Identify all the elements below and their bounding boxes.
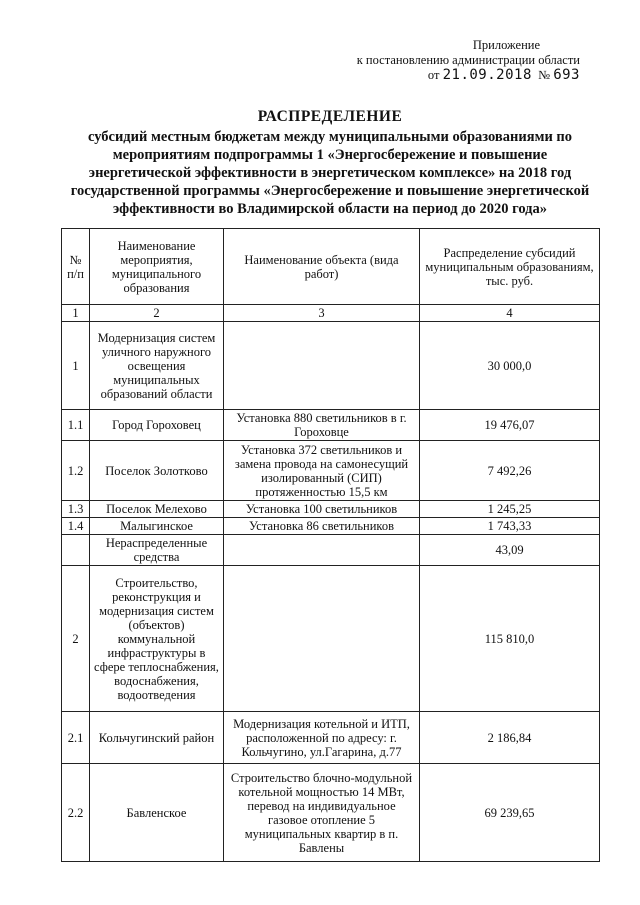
table-row — [62, 712, 600, 764]
table-header-row — [62, 229, 600, 305]
header-object: Наименование объекта (вида работ) — [224, 229, 420, 305]
row-measure: Поселок Мелехово — [90, 501, 224, 518]
table-row — [62, 535, 600, 566]
header-number: № п/п — [62, 229, 90, 305]
row-number: 2.2 — [62, 764, 90, 862]
row-number: 1.4 — [62, 518, 90, 535]
row-object — [224, 535, 420, 566]
table-row — [62, 518, 600, 535]
row-number: 1 — [62, 322, 90, 410]
row-number — [62, 535, 90, 566]
column-number: 4 — [420, 305, 600, 322]
decree-number: 693 — [553, 67, 580, 83]
row-amount: 19 476,07 — [420, 410, 600, 441]
row-object: Установка 880 светильников в г. Гороховце — [224, 410, 420, 441]
row-object — [224, 566, 420, 712]
row-amount: 1 743,33 — [420, 518, 600, 535]
row-object: Установка 86 светильников — [224, 518, 420, 535]
table-row — [62, 441, 600, 501]
appendix-title: Приложение — [472, 38, 540, 52]
document-heading — [60, 108, 600, 218]
distribution-table — [61, 228, 600, 862]
row-measure: Нераспределенные средства — [90, 535, 224, 566]
heading-line: энергетической эффективности в энергетическом комплексе» на 2018 год — [88, 165, 572, 181]
column-number-row — [62, 305, 600, 322]
row-number: 2 — [62, 566, 90, 712]
table-row — [62, 410, 600, 441]
row-object: Строительство блочно-модульной котельной мощностью 14 МВт, перевод на индивидуальное газовое отопление 5 муниципальных квартир в п. Бавлены — [224, 764, 420, 862]
row-measure: Строительство, реконструкция и модернизация систем (объектов) коммунальной инфраструктуры в сфере теплоснабжения, водоснабжения, водоотведения — [90, 566, 224, 712]
row-measure: Кольчугинский район — [90, 712, 224, 764]
document-title: РАСПРЕДЕЛЕНИЕ — [257, 108, 403, 125]
row-amount: 43,09 — [420, 535, 600, 566]
row-number: 1.2 — [62, 441, 90, 501]
table-row — [62, 501, 600, 518]
row-amount: 30 000,0 — [420, 322, 600, 410]
heading-line: эффективности во Владимирской области на период до 2020 года» — [113, 201, 547, 217]
appendix-date-line — [320, 68, 580, 83]
number-prefix: № — [538, 68, 551, 82]
column-number: 1 — [62, 305, 90, 322]
heading-line: мероприятиям подпрограммы 1 «Энергосбережение и повышение — [112, 147, 548, 163]
heading-line: субсидий местным бюджетам между муниципальными образованиями по — [87, 129, 573, 145]
row-amount: 2 186,84 — [420, 712, 600, 764]
row-amount: 69 239,65 — [420, 764, 600, 862]
appendix-block — [320, 38, 580, 83]
row-number: 1.3 — [62, 501, 90, 518]
row-amount: 115 810,0 — [420, 566, 600, 712]
row-object: Установка 100 светильников — [224, 501, 420, 518]
row-amount: 7 492,26 — [420, 441, 600, 501]
row-object: Установка 372 светильников и замена провода на самонесущий изолированный (СИП) протяженностью 15,5 км — [224, 441, 420, 501]
table-row — [62, 764, 600, 862]
row-amount: 1 245,25 — [420, 501, 600, 518]
row-measure: Город Гороховец — [90, 410, 224, 441]
row-measure: Модернизация систем уличного наружного освещения муниципальных образований области — [90, 322, 224, 410]
table-row — [62, 566, 600, 712]
table-row — [62, 322, 600, 410]
row-number: 2.1 — [62, 712, 90, 764]
appendix-reference: к постановлению администрации области — [356, 53, 580, 67]
row-measure: Поселок Золотково — [90, 441, 224, 501]
row-number: 1.1 — [62, 410, 90, 441]
column-number: 3 — [224, 305, 420, 322]
decree-date: 21.09.2018 — [442, 67, 532, 83]
column-number: 2 — [90, 305, 224, 322]
date-prefix: от — [427, 68, 440, 82]
row-object: Модернизация котельной и ИТП, расположенной по адресу: г. Кольчугино, ул.Гагарина, д.77 — [224, 712, 420, 764]
row-measure: Бавленское — [90, 764, 224, 862]
row-object — [224, 322, 420, 410]
header-measure: Наименование мероприятия, муниципального образования — [90, 229, 224, 305]
header-amount: Распределение субсидий муниципальным образованиям, тыс. руб. — [420, 229, 600, 305]
row-measure: Малыгинское — [90, 518, 224, 535]
heading-line: государственной программы «Энергосбережение и повышение энергетической — [70, 183, 590, 199]
